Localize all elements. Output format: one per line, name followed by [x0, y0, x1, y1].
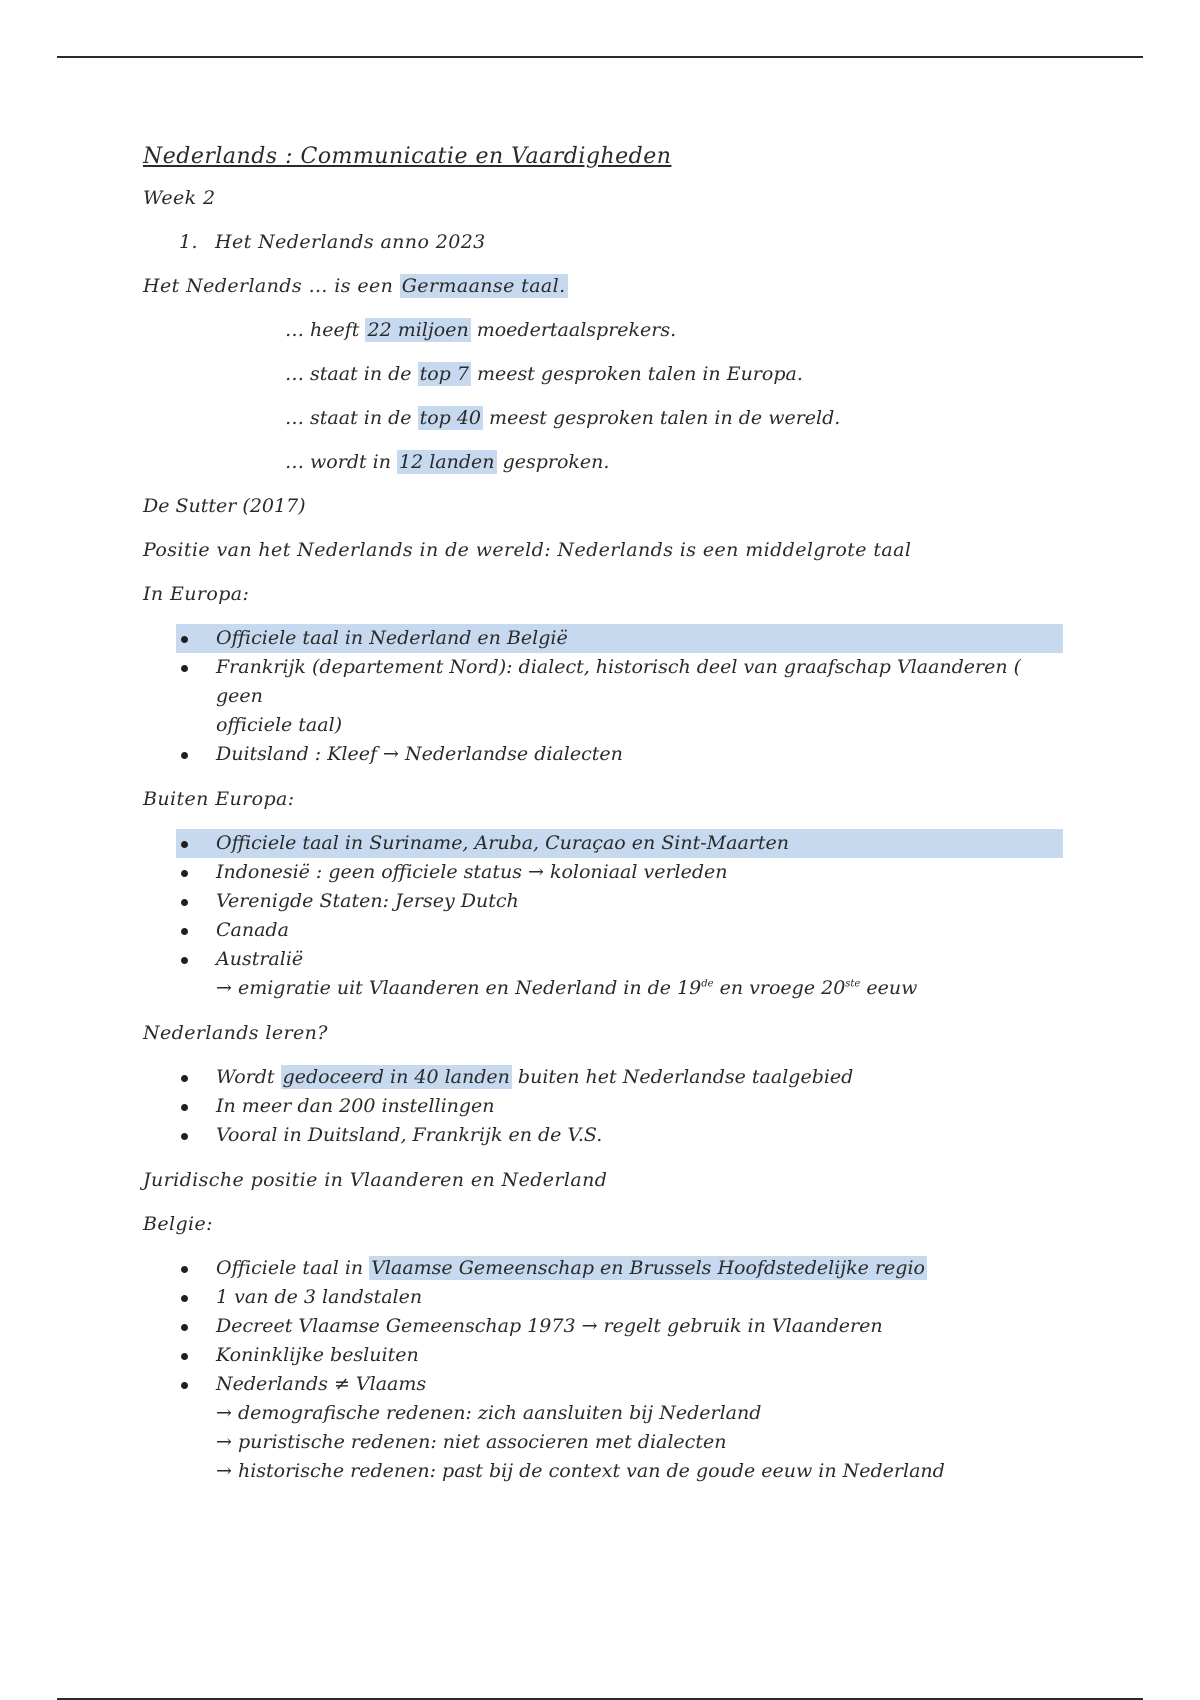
section-title: Het Nederlands anno 2023	[215, 231, 486, 253]
note-text: en vroege 20	[713, 977, 846, 999]
list-item	[176, 624, 1063, 653]
list-item-text: In meer dan 200 instellingen	[216, 1095, 495, 1117]
bullet-icon	[181, 1324, 188, 1331]
list-item	[143, 740, 1063, 769]
list-item-text: Frankrijk (departement Nord): dialect, historisch deel van graafschap Vlaanderen ( geen	[216, 656, 1022, 707]
list-item-text: Decreet Vlaamse Gemeenschap 1973 → regelt gebruik in Vlaanderen	[216, 1315, 883, 1337]
list-item-text: 1 van de 3 landstalen	[216, 1286, 423, 1308]
fact-highlight: top 7	[419, 363, 469, 385]
list-item-text: Indonesië : geen officiele status → koloniaal verleden	[216, 861, 728, 883]
bullet-icon	[181, 957, 188, 964]
fact-line	[143, 396, 1063, 440]
belgium-heading: Belgie:	[143, 1213, 213, 1235]
list-item	[143, 1283, 1063, 1312]
top-border-line	[57, 56, 1143, 58]
list-item-text: Officiele taal in Nederland en België	[216, 627, 568, 649]
reason-line: → demografische redenen: zich aansluiten bij Nederland	[216, 1402, 762, 1424]
list-item	[143, 1254, 1063, 1283]
fact-text: … wordt in	[285, 451, 398, 473]
intro-lead: Het Nederlands … is een	[143, 275, 400, 297]
outside-europe-list	[143, 829, 1063, 1003]
position-heading: Positie van het Nederlands in de wereld: Nederlands is een middelgrote taal	[143, 539, 912, 561]
fact-highlight: 12 landen	[399, 451, 495, 473]
list-item-text: Australië	[216, 948, 304, 970]
intro-line	[143, 264, 1063, 308]
fact-text: moedertaalsprekers.	[470, 319, 677, 341]
bullet-icon	[181, 1075, 188, 1082]
reason-line: → puristische redenen: niet associeren met dialecten	[216, 1431, 727, 1453]
bullet-icon	[181, 899, 188, 906]
bullet-icon	[181, 841, 188, 848]
fact-text: gesproken.	[496, 451, 610, 473]
week-label: Week 2	[143, 187, 216, 209]
list-item-text: Koninklijke besluiten	[216, 1344, 419, 1366]
fact-text: … heeft	[285, 319, 366, 341]
section-heading	[143, 220, 1063, 264]
list-item	[143, 1341, 1063, 1370]
bullet-icon	[181, 665, 188, 672]
bullet-icon	[181, 1133, 188, 1140]
list-item	[143, 916, 1063, 945]
fact-text: … staat in de	[285, 407, 418, 429]
emigration-note	[216, 974, 1063, 1003]
fact-line	[143, 440, 1063, 484]
list-item	[143, 887, 1063, 916]
note-text: → emigratie uit Vlaanderen en Nederland in de 19	[216, 977, 702, 999]
list-item	[176, 829, 1063, 858]
highlight-gedoceerd: gedoceerd in 40 landen	[282, 1066, 510, 1088]
list-item	[143, 1370, 1063, 1486]
section-number: 1.	[179, 231, 198, 253]
highlight-vlaamse-gemeenschap: Vlaamse Gemeenschap en Brussels Hoofdstedelijke regio	[371, 1257, 925, 1279]
note-text: eeuw	[860, 977, 918, 999]
list-item-text: Canada	[216, 919, 289, 941]
reason-line: → historische redenen: past bij de context van de goude eeuw in Nederland	[216, 1460, 945, 1482]
list-item	[143, 653, 1063, 740]
bullet-icon	[181, 1104, 188, 1111]
learning-list	[143, 1063, 1063, 1150]
europe-heading: In Europa:	[143, 583, 250, 605]
fact-text: meest gesproken talen in de wereld.	[483, 407, 841, 429]
list-item	[143, 1092, 1063, 1121]
highlight-germaanse: Germaanse taal.	[401, 275, 566, 297]
list-item-text: Officiele taal in Suriname, Aruba, Curaçao en Sint-Maarten	[216, 832, 789, 854]
list-item-text: Wordt	[216, 1066, 281, 1088]
list-item-text: buiten het Nederlandse taalgebied	[511, 1066, 854, 1088]
fact-text: … staat in de	[285, 363, 418, 385]
europe-list	[143, 624, 1063, 769]
list-item	[143, 1063, 1063, 1092]
note-superscript: ste	[845, 978, 861, 990]
list-item-text: Officiele taal in	[216, 1257, 370, 1279]
list-item-text: Vooral in Duitsland, Frankrijk en de V.S.	[216, 1124, 603, 1146]
list-item	[143, 1312, 1063, 1341]
bullet-icon	[181, 1266, 188, 1273]
source-citation: De Sutter (2017)	[143, 495, 306, 517]
bullet-icon	[181, 1353, 188, 1360]
fact-line	[143, 352, 1063, 396]
fact-text: meest gesproken talen in Europa.	[470, 363, 803, 385]
bullet-icon	[181, 752, 188, 759]
document-body	[143, 140, 1063, 1486]
bullet-icon	[181, 1382, 188, 1389]
bullet-icon	[181, 636, 188, 643]
list-item	[143, 945, 1063, 1003]
list-item-text: Verenigde Staten: Jersey Dutch	[216, 890, 519, 912]
bullet-icon	[181, 870, 188, 877]
fact-highlight: 22 miljoen	[367, 319, 469, 341]
fact-line	[143, 308, 1063, 352]
learning-heading: Nederlands leren?	[143, 1022, 328, 1044]
belgium-list	[143, 1254, 1063, 1486]
document-title: Nederlands : Communicatie en Vaardigheden	[143, 144, 672, 169]
bullet-icon	[181, 1295, 188, 1302]
outside-europe-heading: Buiten Europa:	[143, 788, 295, 810]
list-item	[143, 1121, 1063, 1150]
list-item-text: officiele taal)	[216, 714, 343, 736]
juridical-heading: Juridische positie in Vlaanderen en Nederland	[143, 1169, 608, 1191]
list-item	[143, 858, 1063, 887]
list-item-text: Nederlands ≠ Vlaams	[216, 1373, 427, 1395]
bullet-icon	[181, 928, 188, 935]
list-item-text: Duitsland : Kleef → Nederlandse dialecten	[216, 743, 623, 765]
fact-highlight: top 40	[419, 407, 482, 429]
note-superscript: de	[701, 978, 714, 990]
